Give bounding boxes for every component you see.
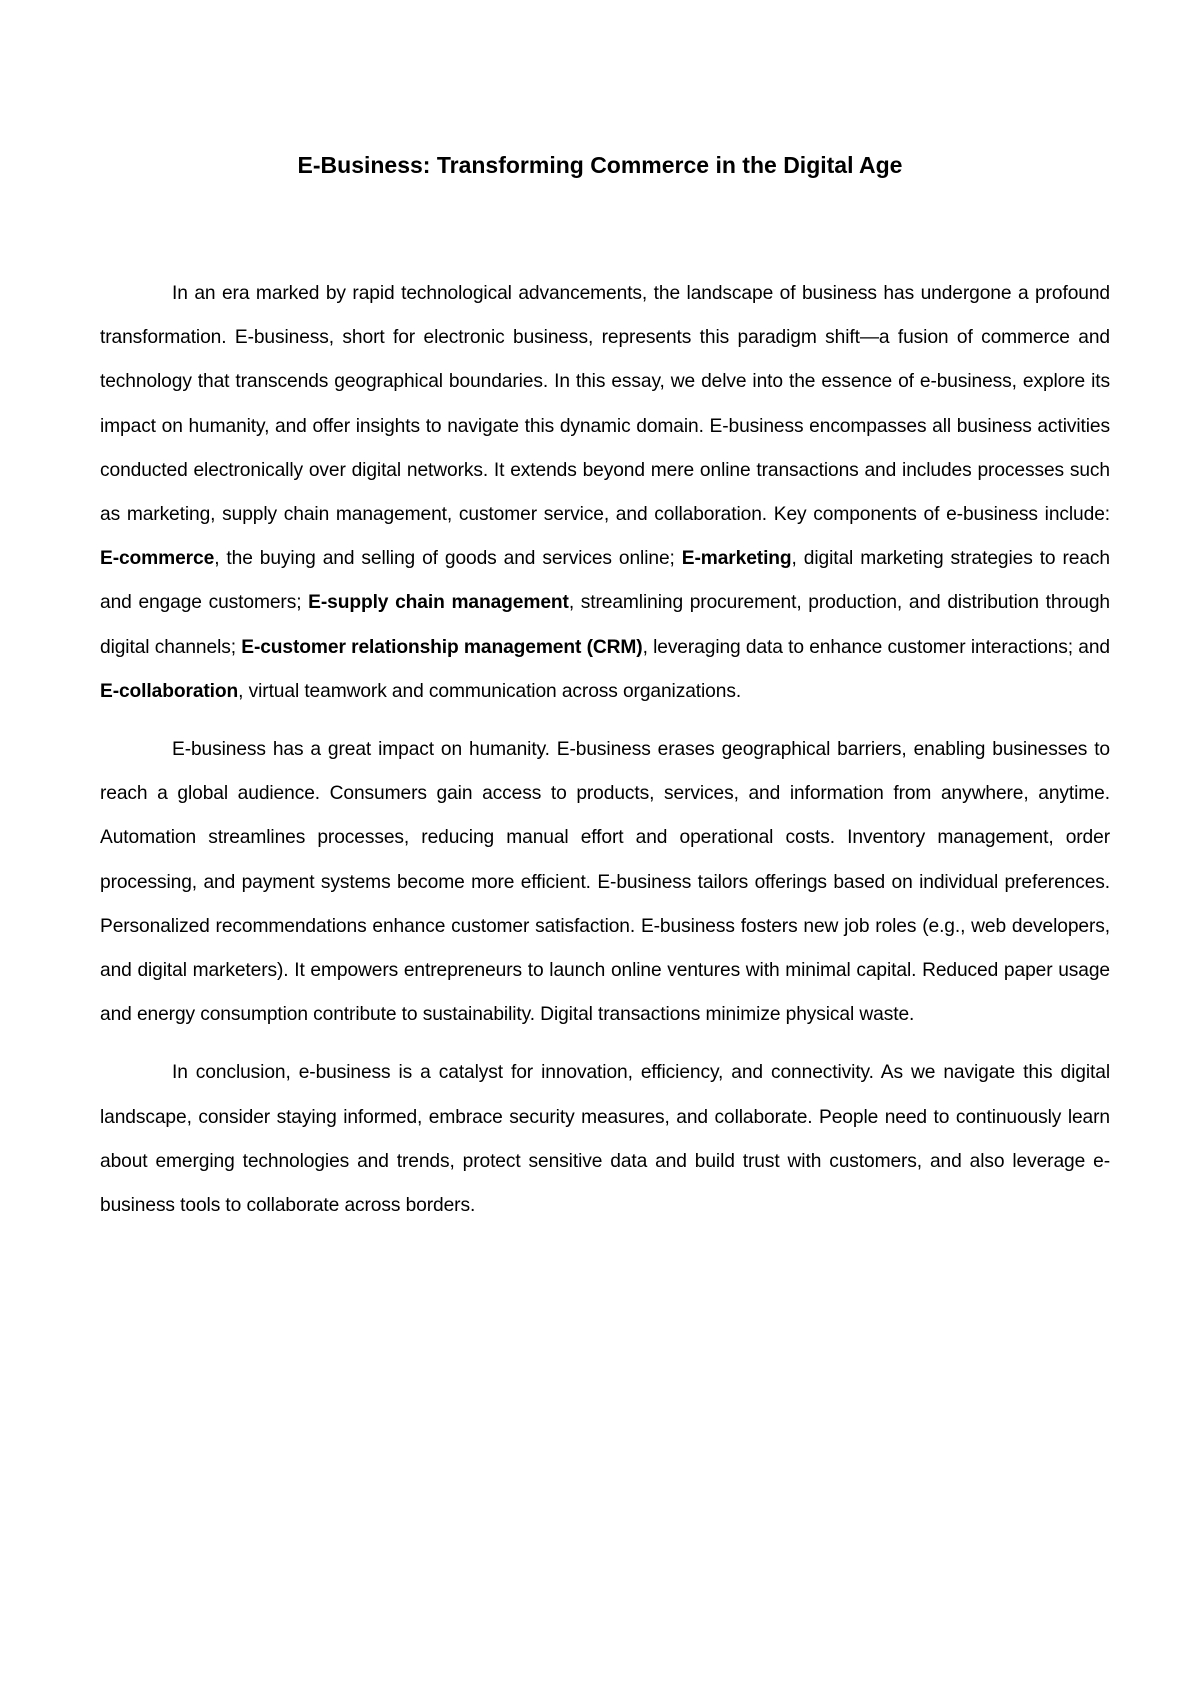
document-title: E-Business: Transforming Commerce in the Digital Age: [297, 152, 903, 178]
paragraph-conclusion: In conclusion, e-business is a catalyst for innovation, efficiency, and connectivity. As we navigate this digital landscape, consider staying informed, embrace security measures, and collaborate. People need to continuously learn about emerging technologies and trends, protect sensitive data and build trust with customers, and also leverage e-business tools to collaborate across borders.: [100, 1062, 1110, 1217]
term-e-collaboration: E-collaboration: [100, 680, 239, 702]
term-e-marketing: E-marketing: [681, 548, 792, 570]
term-e-crm-description: , leveraging data to enhance customer interactions; and: [642, 636, 1110, 658]
paragraph-introduction: [100, 272, 1110, 714]
intro-text: In an era marked by rapid technological advancements, the landscape of business has undergone a profound transformation. E-business, short for electronic business, represents this paradigm shift—a fusion of commerce and technology that transcends geographical boundaries. In this essay, we delve into the essence of e-business, explore its impact on humanity, and offer insights to navigate this dynamic domain. E-business encompasses all business activities conducted electronically over digital networks. It extends beyond mere online transactions and includes processes such as marketing, supply chain management, customer service, and collaboration. Key components of e-business include:: [100, 283, 1110, 526]
term-e-collaboration-description: , virtual teamwork and communication across organizations.: [238, 680, 742, 702]
term-e-crm: E-customer relationship management (CRM): [241, 636, 643, 658]
term-e-supply-chain: E-supply chain management: [308, 592, 569, 614]
term-e-marketing-description: , digital marketing strategies to reach and engage customers;: [100, 548, 1110, 614]
paragraph-impact: E-business has a great impact on humanity. E-business erases geographical barriers, enabling businesses to reach a global audience. Consumers gain access to products, services, and information from anywhere, anytime. Automation streamlines processes, reducing manual effort and operational costs. Inventory management, order processing, and payment systems become more efficient. E-business tailors offerings based on individual preferences. Personalized recommendations enhance customer satisfaction. E-business fosters new job roles (e.g., web developers, and digital marketers). It empowers entrepreneurs to launch online ventures with minimal capital. Reduced paper usage and energy consumption contribute to sustainability. Digital transactions minimize physical waste.: [100, 739, 1110, 1026]
document-body: [100, 272, 1110, 1242]
term-e-commerce: E-commerce: [100, 548, 215, 570]
term-e-supply-chain-description: , streamlining procurement, production, and distribution through digital channels;: [100, 592, 1111, 658]
term-e-commerce-description: , the buying and selling of goods and services online;: [214, 548, 682, 570]
